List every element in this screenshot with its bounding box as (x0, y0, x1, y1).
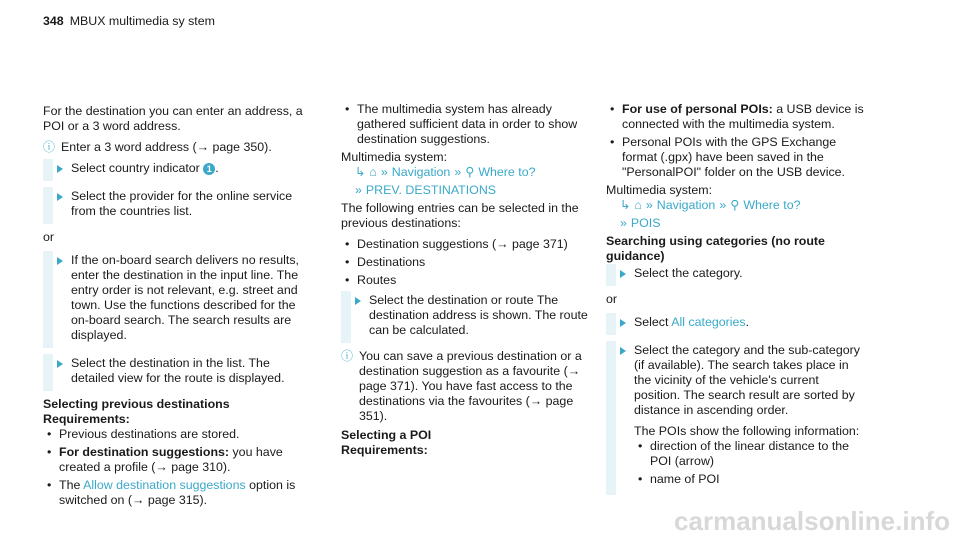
list-item: • Routes (345, 273, 397, 287)
step-select-all-categories: Select All categories. (606, 313, 868, 335)
or-text: or (43, 230, 55, 244)
chevron-double-icon: » (719, 198, 727, 212)
chevron-double-icon: » (645, 198, 653, 212)
column-1 (43, 104, 305, 511)
watermark: carmanualsonline.info (674, 506, 950, 536)
step-select-provider: Select the provider for the online service from the countries list. (43, 187, 305, 224)
menu-path: ↳ ⌂ » Navigation » ⚲ Where to? (355, 165, 536, 179)
list-item: • For use of personal POIs: a USB device is connected with the multimedia system. (610, 102, 864, 131)
chevron-double-icon: » (380, 165, 388, 179)
step-arrow-icon (355, 297, 361, 305)
following-text: The following entries can be selected in the previous destinations: (341, 201, 579, 230)
list-item: • Destination suggestions (→ page 371) (345, 237, 568, 251)
requirements-label: Requirements: (341, 443, 428, 457)
info-icon: ⓘ (341, 349, 354, 363)
multimedia-label: Multimedia system: (606, 183, 713, 197)
list-item: • direction of the linear distance to the POI (arrow) (638, 439, 850, 468)
section-heading: Searching using categories (no route guidance) (606, 234, 825, 263)
step-select-category: Select the category. (606, 264, 868, 286)
allow-destination-suggestions-option: Allow destination suggestions (83, 478, 246, 492)
chevron-double-icon: » (620, 216, 627, 230)
page-number: 348 (43, 14, 64, 28)
list-item: • Previous destinations are stored. (47, 427, 240, 441)
step-arrow-icon (57, 257, 63, 265)
or-text: or (606, 292, 618, 306)
home-icon: ⌂ (369, 165, 377, 179)
info-icon: ⓘ (43, 140, 56, 154)
step-arrow-icon (57, 360, 63, 368)
page-title: MBUX multimedia sy stem (69, 14, 215, 28)
step-select-destination: Select the destination in the list. The detailed view for the route is displayed. (43, 354, 305, 391)
info-note: ⓘ You can save a previous destination or a destination suggestion as a favourite (→ page 371). You have fast access to the destinations via the favourites (→ page 351). (341, 349, 582, 423)
search-icon: ⚲ (465, 165, 475, 179)
menu-path-2: » PREV. DESTINATIONS (355, 183, 497, 197)
multimedia-label: Multimedia system: (341, 150, 448, 164)
intro-text: For the destination you can enter an address, a POI or a 3 word address. (43, 104, 303, 133)
arrow-down-right-icon: ↳ (620, 198, 631, 212)
section-heading: Selecting previous destinations (43, 397, 230, 411)
list-item: • For destination suggestions: you have created a profile (→ page 310). (47, 445, 283, 474)
home-icon: ⌂ (634, 198, 642, 212)
list-item: • Personal POIs with the GPS Exchange format (.gpx) have been saved in the "PersonalPOI" folder on the USB device. (610, 135, 845, 179)
arrow-down-right-icon: ↳ (355, 165, 366, 179)
step-arrow-icon (57, 165, 63, 173)
menu-path: ↳ ⌂ » Navigation » ⚲ Where to? (620, 198, 801, 212)
step-arrow-icon (620, 270, 626, 278)
list-item: • Destinations (345, 255, 426, 269)
list-item: • name of POI (638, 472, 720, 486)
list-item: • The multimedia system has already gathered sufficient data in order to show destination suggestions. (345, 102, 578, 146)
column-3 (606, 102, 868, 501)
step-arrow-icon (620, 347, 626, 355)
step-select-route: Select the destination or route The destination address is shown. The route can be calculated. (341, 291, 603, 343)
chevron-double-icon: » (454, 165, 462, 179)
requirements-label: Requirements: (43, 412, 130, 426)
info-note: ⓘ Enter a 3 word address (→ page 350). (43, 140, 272, 154)
menu-path-2: » POIS (620, 216, 661, 230)
step-arrow-icon (57, 193, 63, 201)
list-item: • The Allow destination suggestions option is switched on (→ page 315). (47, 478, 296, 507)
step-arrow-icon (620, 319, 626, 327)
page-header (43, 14, 215, 29)
column-2 (341, 102, 603, 458)
indicator-1-icon: 1 (203, 163, 215, 175)
all-categories-option: All categories (671, 315, 746, 329)
chevron-double-icon: » (355, 183, 362, 197)
step-select-country: Select country indicator 1 . (43, 159, 305, 181)
search-icon: ⚲ (730, 198, 740, 212)
section-heading: Selecting a POI (341, 428, 432, 442)
step-onboard-search: If the on-board search delivers no results, enter the destination in the input line. The entry order is not relevant, e.g. street and town. Use the functions described for the on-board search. The search results are displayed. (43, 251, 305, 348)
step-select-subcategory: Select the category and the sub-category (if available). The search takes place in the vicinity of the vehicle's current position. The search result are sorted by distance in ascending order. The POIs show the following information: • direction of the linear distance to the POI (arrow) • name of POI (606, 341, 868, 495)
